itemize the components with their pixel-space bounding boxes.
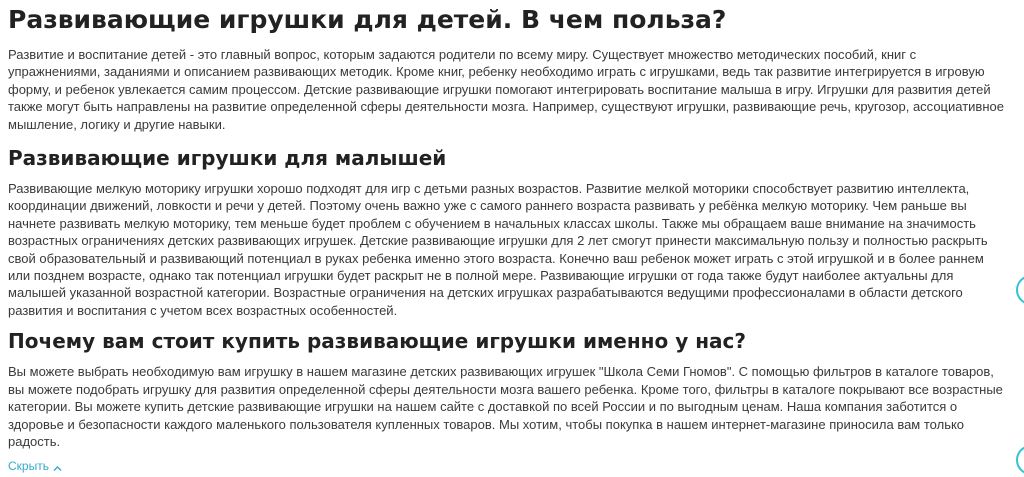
section-paragraph-toddlers: Развивающие мелкую моторику игрушки хорошо подходят для игр с детьми разных возрастов. Развитие мелкой моторики способствует развитию интеллекта, координации движений, ловкости и речи у детей. Поэтому очень важно уже с самого раннего возраста развивать у ребёнка мелкую моторику. Чем раньше вы начнете развивать мелкую моторику, тем меньше будет проблем с обучением в начальных классах школы. Также мы обращаем ваше внимание на значимость возрастных ограничениях детских развивающих игрушек. Детские развивающие игрушки для 2 лет смогут принести максимальную пользу и полностью раскрыть свой образовательный и развивающий потенциал в руках ребенка именно этого возраста. Конечно ваш ребенок может играть с этой игрушкой и в более раннем или позднем возрасте, однако так потенциал игрушки будет раскрыт не в полной мере. Развивающие игрушки от года также будут наиболее актуальны для малышей указанной возрастной категории. Возрастные ограничения на детских игрушках разрабатываются ведущими профессионалами в области детского развития и воспитания с учетом всех возрастных особенностей. [8, 181, 988, 318]
side-circle-button[interactable] [1016, 275, 1024, 305]
page-title: Развивающие игрушки для детей. В чем польза? [8, 5, 727, 34]
chevron-up-icon [53, 462, 62, 471]
collapse-link[interactable] [8, 459, 62, 473]
collapse-label: Скрыть [8, 459, 49, 474]
section-heading-toddlers: Развивающие игрушки для малышей [8, 146, 447, 171]
intro-paragraph: Развитие и воспитание детей - это главный вопрос, которым задаются родители по всему миру. Существует множество методических пособий, книг с упражнениями, заданиями и описанием развивающих методик. Кроме книг, ребенку необходимо играть с игрушками, ведь так развитие интегрируется в игровую форму, и ребенок увлекается самим процессом. Детские развивающие игрушки помогают интегрировать воспитание малыша в игру. Игрушки для развития детей также могут быть направлены на развитие определенной сферы деятельности мозга. Например, существуют игрушки, развивающие речь, кругозор, ассоциативное мышление, логику и другие навыки. [8, 47, 1004, 132]
seo-article [8, 0, 1008, 475]
side-circle-button[interactable] [1016, 445, 1024, 475]
section-heading-why-us: Почему вам стоит купить развивающие игрушки именно у нас? [8, 329, 746, 354]
section-paragraph-why-us: Вы можете выбрать необходимую вам игрушку в нашем магазине детских развивающих игрушек "Школа Семи Гномов". С помощью фильтров в каталоге товаров, вы можете подобрать игрушку для развития определенной сферы деятельности мозга вашего ребенка. Кроме того, фильтры в каталоге покрывают все возрастные категории. Вы можете купить детские развивающие игрушки на нашем сайте с доставкой по всей России и по выгодным ценам. Наша компания заботится о здоровье и безопасности каждого маленького пользователя купленных товаров. Мы хотим, чтобы покупка в нашем интернет-магазине приносила вам только радость. [8, 364, 1003, 449]
